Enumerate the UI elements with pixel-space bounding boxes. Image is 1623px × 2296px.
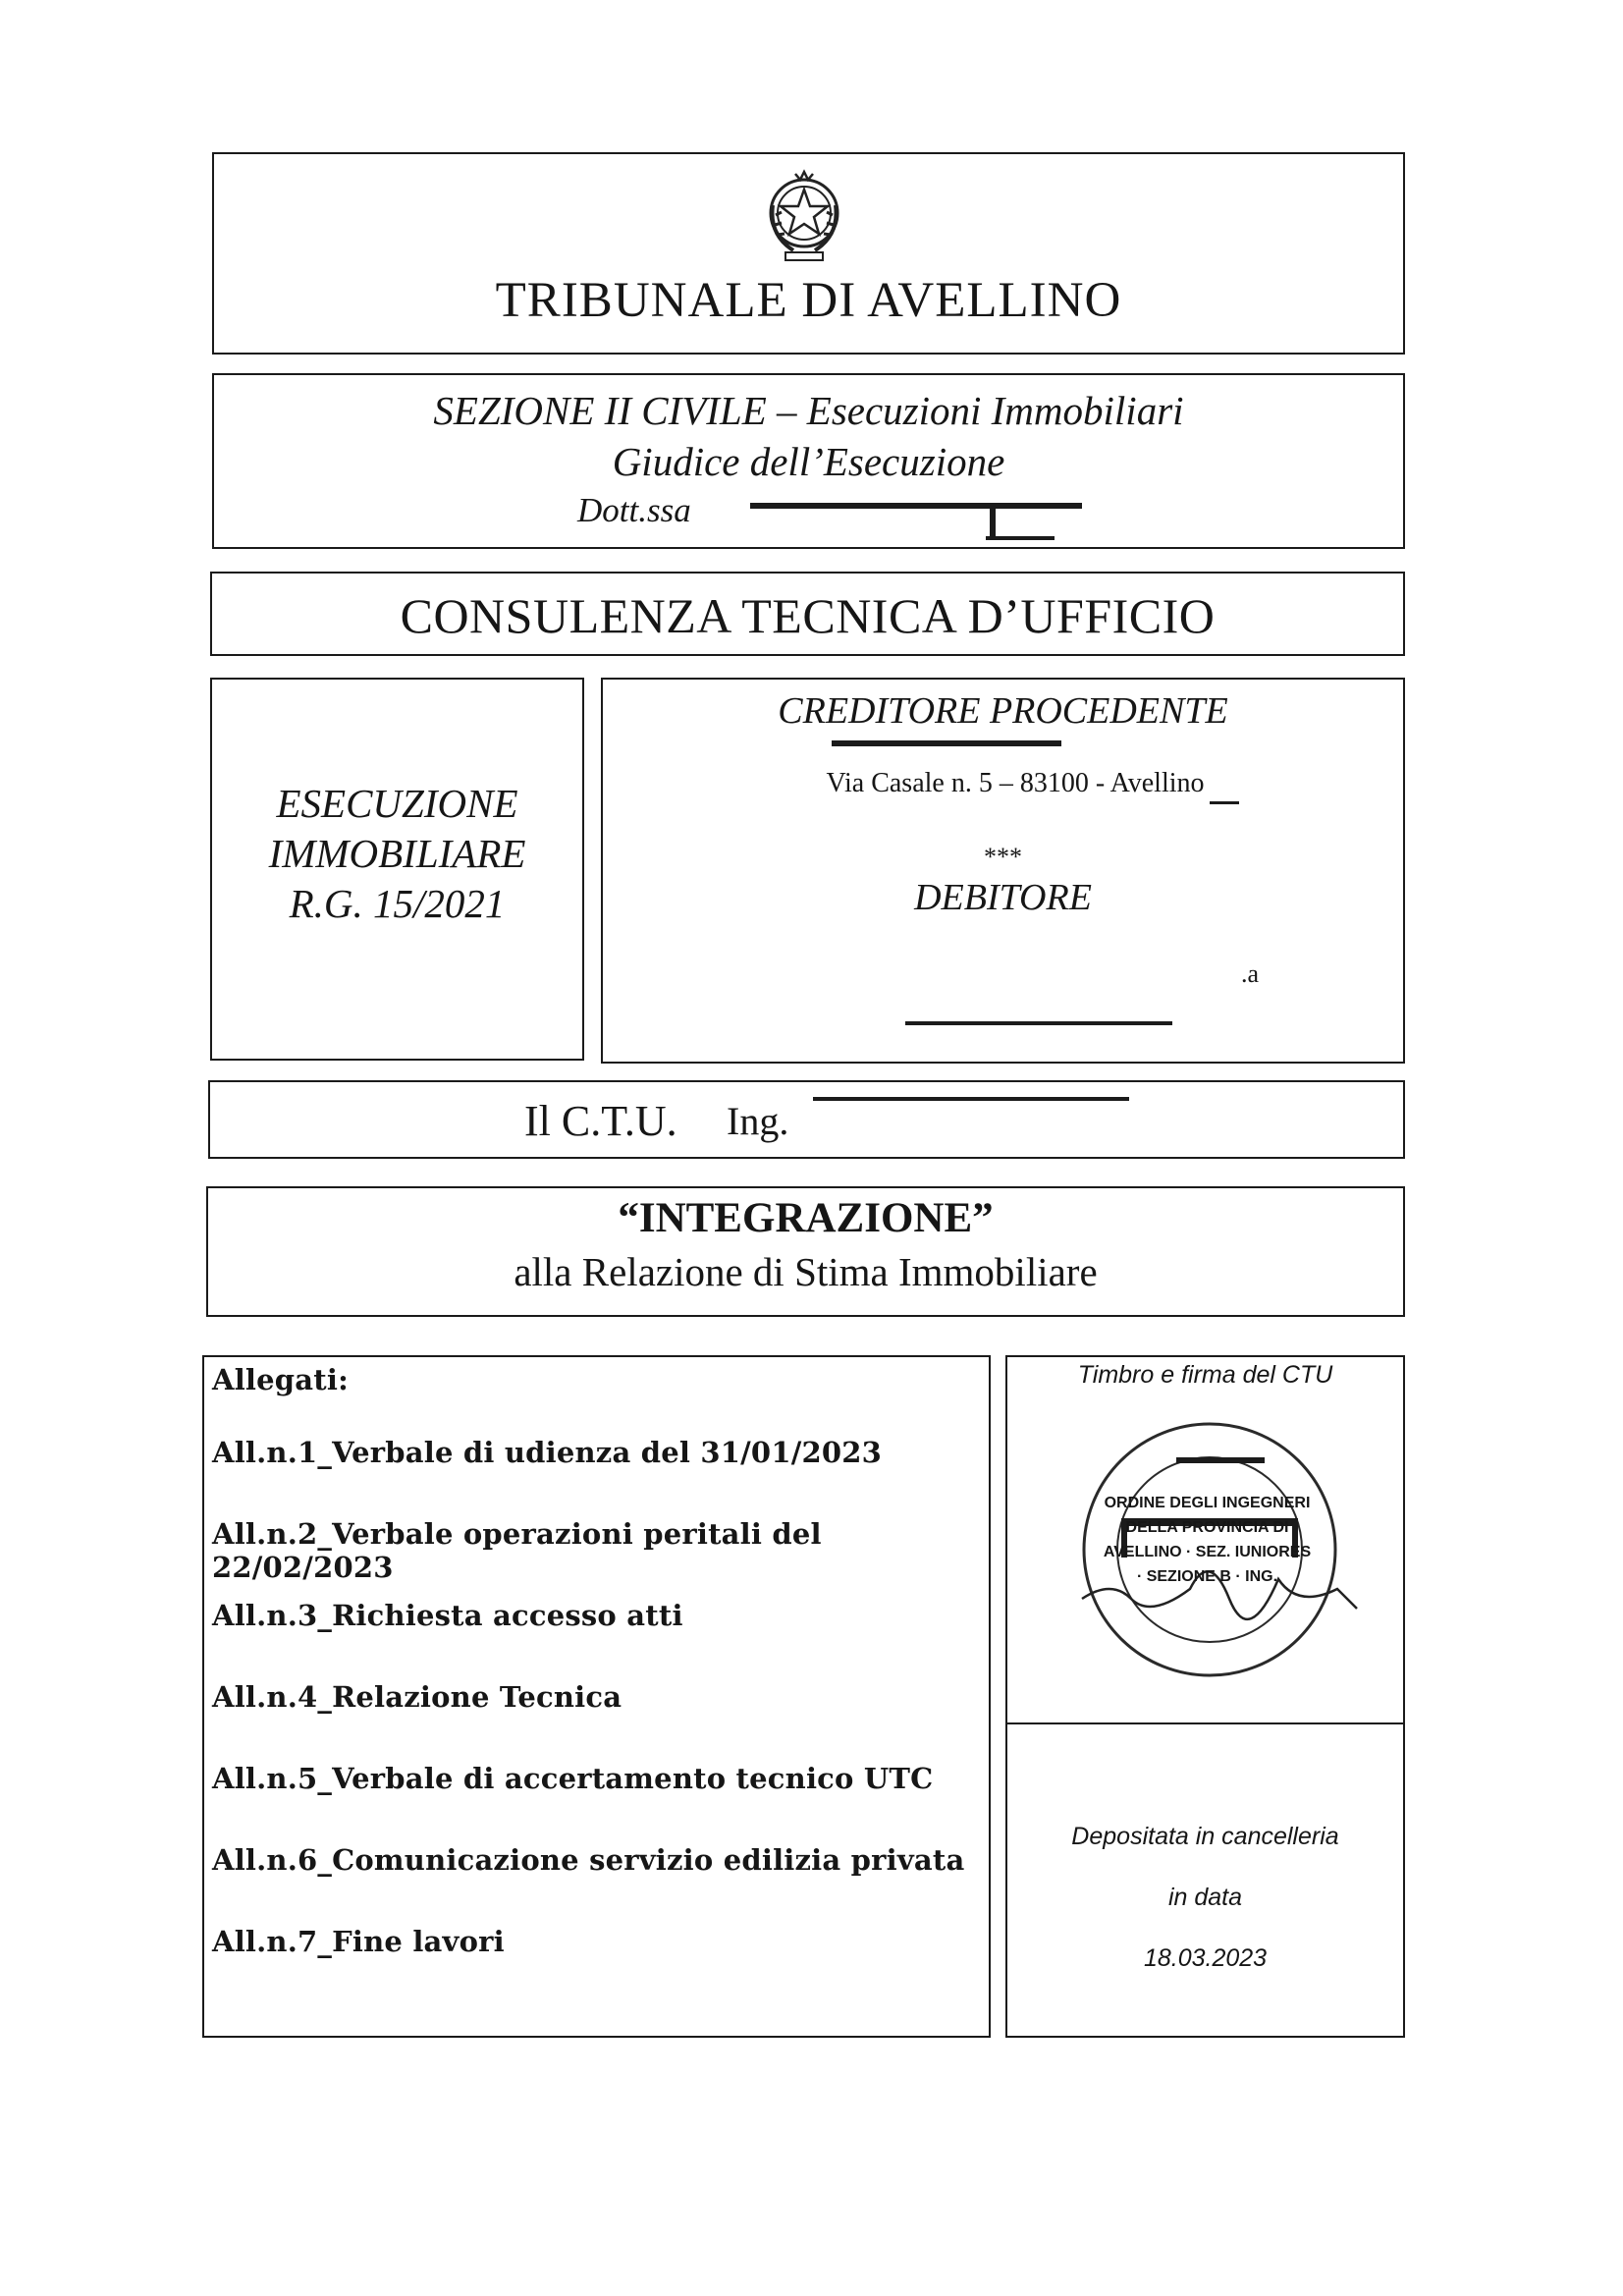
attachment-item-4: All.n.4_Relazione Tecnica xyxy=(212,1680,622,1714)
separator: *** xyxy=(984,843,1022,871)
judge-name-redaction-2 xyxy=(990,503,996,540)
ctu-box xyxy=(208,1080,1405,1159)
case-number: R.G. 15/2021 xyxy=(289,881,506,926)
debtor-label: DEBITORE xyxy=(914,877,1092,918)
stamp-box xyxy=(1005,1355,1405,2038)
deposit-date: 18.03.2023 xyxy=(1143,1944,1268,1972)
case-box xyxy=(210,678,584,1061)
case-line1: ESECUZIONE xyxy=(276,781,518,826)
document-type-subtitle: alla Relazione di Stima Immobiliare xyxy=(514,1249,1098,1294)
ctu-title: Ing. xyxy=(727,1099,789,1143)
debtor-name-redaction xyxy=(905,1021,1172,1025)
debtor-address-fragment: .a xyxy=(1241,959,1260,988)
report-title: CONSULENZA TECNICA D’UFFICIO xyxy=(400,588,1216,643)
stamp-divider xyxy=(1007,1722,1403,1724)
attachment-item-6: All.n.6_Comunicazione servizio edilizia privata xyxy=(212,1843,965,1877)
parties-box xyxy=(601,678,1405,1064)
creditor-label: CREDITORE PROCEDENTE xyxy=(778,690,1228,732)
attachment-item-2: All.n.2_Verbale operazioni peritali del 22/02/2023 xyxy=(212,1517,822,1584)
deposit-line2: in data xyxy=(1167,1884,1243,1911)
judge-prefix: Dott.ssa xyxy=(577,491,691,529)
attachment-item-7: All.n.7_Fine lavori xyxy=(212,1925,505,1958)
stamp-text: ORDINE DEGLI INGEGNERI DELLA PROVINCIA DI AVELLINO · SEZ. IUNIORES · SEZIONE B · ING. xyxy=(1103,1495,1312,1585)
case-line2: IMMOBILIARE xyxy=(268,831,526,876)
header-box xyxy=(212,152,1405,355)
creditor-address-redaction xyxy=(1210,801,1239,804)
attachment-item-1: All.n.1_Verbale di udienza del 31/01/2023 xyxy=(212,1436,882,1469)
document-type-title: “INTEGRAZIONE” xyxy=(618,1195,994,1241)
attachment-item-5: All.n.5_Verbale di accertamento tecnico UTC xyxy=(212,1762,934,1795)
deposit-line1: Depositata in cancelleria xyxy=(1071,1823,1339,1850)
report-title-box xyxy=(210,572,1405,656)
creditor-name-redaction xyxy=(832,740,1061,746)
section-line2: Giudice dell’Esecuzione xyxy=(612,439,1005,484)
ctu-label: Il C.T.U. xyxy=(524,1097,677,1145)
creditor-address: Via Casale n. 5 – 83100 - Avellino xyxy=(826,768,1205,798)
attachments-heading: Allegati: xyxy=(212,1363,349,1396)
document-type-box xyxy=(206,1186,1405,1317)
stamp-heading: Timbro e firma del CTU xyxy=(1077,1361,1333,1389)
attachments-box xyxy=(202,1355,991,2038)
attachment-item-3: All.n.3_Richiesta accesso atti xyxy=(212,1599,683,1632)
section-box xyxy=(212,373,1405,549)
section-line1: SEZIONE II CIVILE – Esecuzioni Immobiliari xyxy=(433,388,1184,433)
ctu-name-redaction xyxy=(813,1097,1129,1101)
court-name: TRIBUNALE DI AVELLINO xyxy=(495,273,1122,328)
judge-name-redaction xyxy=(750,503,1082,509)
italian-republic-emblem-icon xyxy=(764,166,844,272)
judge-name-redaction-3 xyxy=(986,536,1055,540)
